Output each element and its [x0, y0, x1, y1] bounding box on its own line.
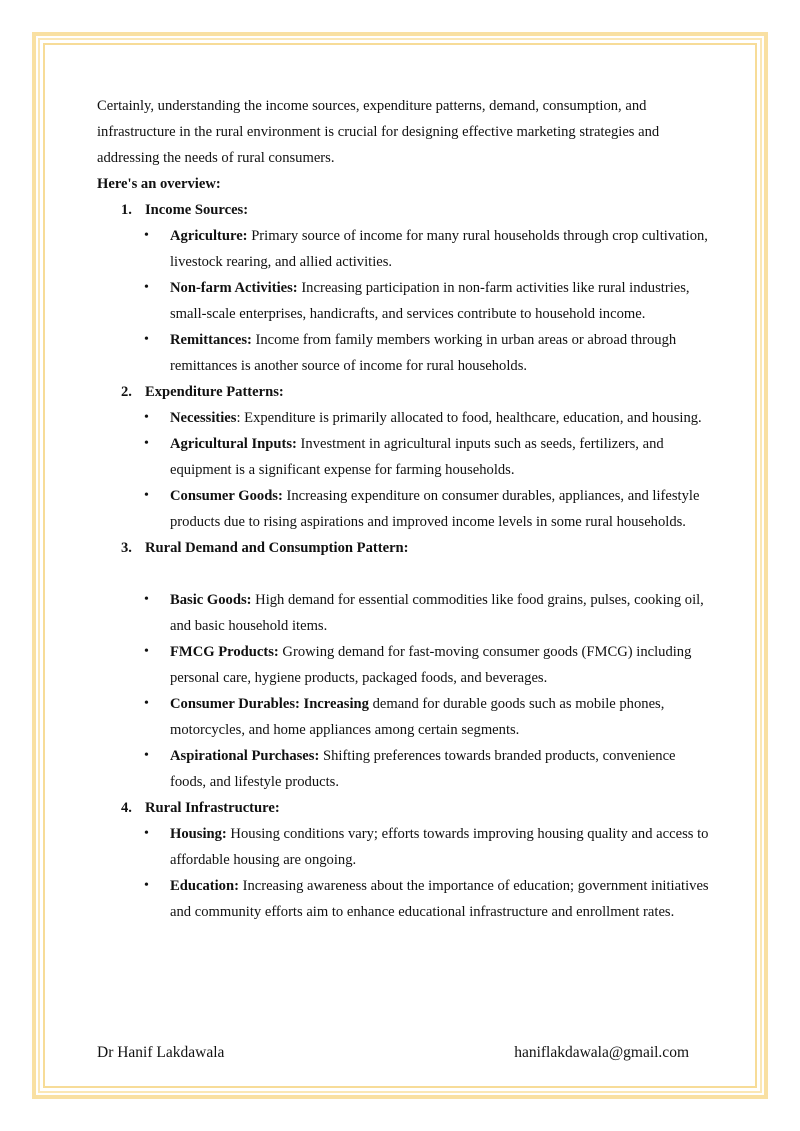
- bullet-list: [97, 223, 712, 379]
- list-item: [97, 821, 712, 873]
- section-title: Rural Demand and Consumption Pattern:: [145, 540, 409, 556]
- section-title: Rural Infrastructure:: [145, 800, 280, 816]
- list-item: [97, 587, 712, 639]
- section-number: 3.: [121, 540, 132, 556]
- list-item: [97, 223, 712, 275]
- bullet-icon: •: [144, 436, 149, 451]
- section-rural-demand: [97, 535, 712, 795]
- item-text: Increasing expenditure on consumer durables, appliances, and lifestyle products due to rising aspirations and improved income levels in some rural households.: [170, 488, 700, 530]
- item-text: Growing demand for fast-moving consumer goods (FMCG) including personal care, hygiene products, packaged foods, and beverages.: [170, 644, 692, 686]
- page-footer: [97, 1044, 689, 1062]
- bullet-list: [97, 821, 712, 925]
- bullet-icon: •: [144, 410, 149, 425]
- section-income-sources: [97, 197, 712, 379]
- item-term: Remittances:: [170, 332, 252, 348]
- footer-author: Dr Hanif Lakdawala: [97, 1044, 225, 1061]
- section-title: Expenditure Patterns:: [145, 384, 284, 400]
- bullet-icon: •: [144, 826, 149, 841]
- item-text: demand for durable goods such as mobile phones, motorcycles, and home appliances among certain segments.: [170, 696, 665, 738]
- item-term: Necessities: [170, 410, 237, 426]
- overview-heading: Here's an overview:: [97, 176, 221, 192]
- list-item: [97, 431, 712, 483]
- item-text: Housing conditions vary; efforts towards improving housing quality and access to affordable housing are ongoing.: [170, 826, 709, 868]
- list-item: [97, 405, 712, 431]
- item-text: Investment in agricultural inputs such as seeds, fertilizers, and equipment is a significant expense for farming households.: [170, 436, 664, 478]
- item-term: Consumer Durables: Increasing: [170, 696, 369, 712]
- section-heading: [97, 535, 712, 561]
- item-term: Education:: [170, 878, 239, 894]
- item-term: Agriculture:: [170, 228, 248, 244]
- list-item: [97, 327, 712, 379]
- footer-email: haniflakdawala@gmail.com: [514, 1044, 689, 1061]
- list-item: [97, 483, 712, 535]
- document-body: [97, 93, 712, 925]
- bullet-icon: •: [144, 228, 149, 243]
- item-term: Basic Goods:: [170, 592, 252, 608]
- item-term: Non-farm Activities:: [170, 280, 298, 296]
- list-item: [97, 691, 712, 743]
- bullet-list: [97, 587, 712, 795]
- item-term: Housing:: [170, 826, 227, 842]
- section-heading: [97, 379, 712, 405]
- item-term: Aspirational Purchases:: [170, 748, 320, 764]
- item-text: Shifting preferences towards branded products, convenience foods, and lifestyle products.: [170, 748, 676, 790]
- blank-line: [97, 561, 712, 587]
- intro-paragraph: Certainly, understanding the income sources, expenditure patterns, demand, consumption, and infrastructure in the rural environment is crucial for designing effective marketing strategies and addressing the needs of rural consumers.: [97, 98, 660, 166]
- item-term: Agricultural Inputs:: [170, 436, 297, 452]
- bullet-icon: •: [144, 488, 149, 503]
- section-number: 4.: [121, 800, 132, 816]
- bullet-icon: •: [144, 696, 149, 711]
- item-term: FMCG Products:: [170, 644, 279, 660]
- list-item: [97, 275, 712, 327]
- item-term: Consumer Goods:: [170, 488, 283, 504]
- bullet-list: [97, 405, 712, 535]
- bullet-icon: •: [144, 644, 149, 659]
- item-text: Increasing participation in non-farm activities like rural industries, small-scale enterprises, handicrafts, and services contribute to household income.: [170, 280, 690, 322]
- section-heading: [97, 197, 712, 223]
- item-text: : Expenditure is primarily allocated to food, healthcare, education, and housing.: [236, 410, 702, 426]
- section-title: Income Sources:: [145, 202, 249, 218]
- list-item: [97, 639, 712, 691]
- item-text: High demand for essential commodities like food grains, pulses, cooking oil, and basic household items.: [170, 592, 704, 634]
- bullet-icon: •: [144, 280, 149, 295]
- bullet-icon: •: [144, 332, 149, 347]
- list-item: [97, 873, 712, 925]
- bullet-icon: •: [144, 748, 149, 763]
- item-text: Increasing awareness about the importance of education; government initiatives and community efforts aim to enhance educational infrastructure and enrollment rates.: [170, 878, 709, 920]
- section-number: 1.: [121, 202, 132, 218]
- section-number: 2.: [121, 384, 132, 400]
- section-heading: [97, 795, 712, 821]
- section-expenditure-patterns: [97, 379, 712, 535]
- item-text: Income from family members working in urban areas or abroad through remittances is another source of income for rural households.: [170, 332, 677, 374]
- list-item: [97, 743, 712, 795]
- item-text: Primary source of income for many rural households through crop cultivation, livestock rearing, and allied activities.: [170, 228, 708, 270]
- section-rural-infrastructure: [97, 795, 712, 925]
- bullet-icon: •: [144, 592, 149, 607]
- bullet-icon: •: [144, 878, 149, 893]
